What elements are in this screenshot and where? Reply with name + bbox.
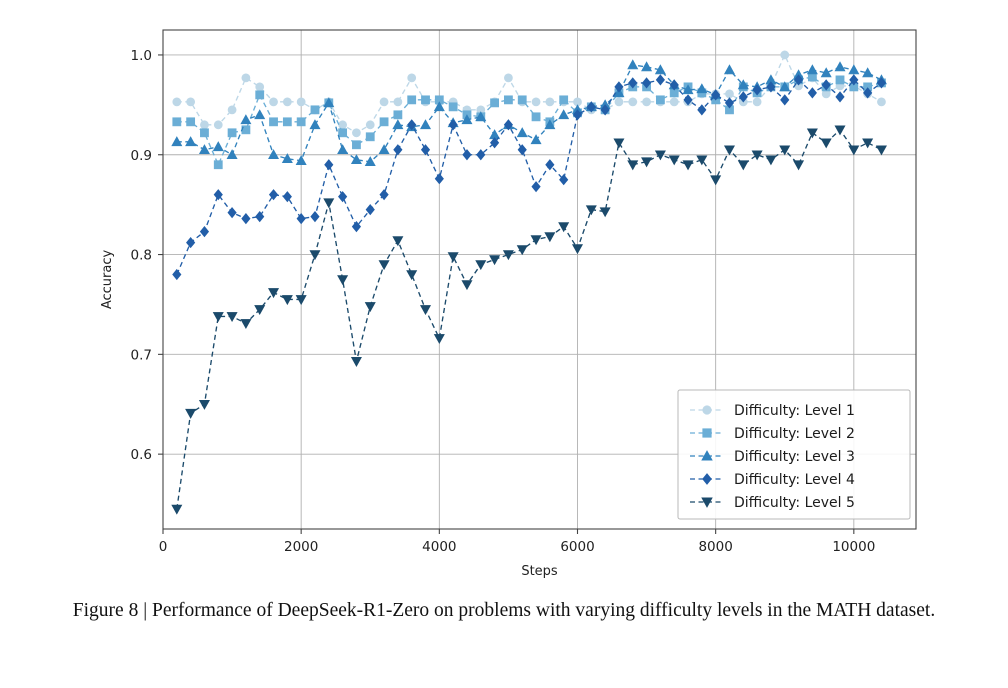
data-point-circle bbox=[283, 98, 291, 106]
x-tick-label: 2000 bbox=[283, 539, 319, 555]
data-point-square bbox=[214, 161, 222, 169]
data-point-square bbox=[518, 96, 526, 104]
x-axis-label: Steps bbox=[521, 564, 558, 579]
data-point-square bbox=[228, 129, 236, 137]
data-point-circle bbox=[877, 98, 885, 106]
data-point-square bbox=[173, 118, 181, 126]
y-tick-label: 0.8 bbox=[130, 247, 152, 264]
data-point-square bbox=[256, 91, 264, 99]
x-tick-label: 0 bbox=[158, 539, 168, 555]
data-point-circle bbox=[703, 406, 712, 415]
figure-caption: Figure 8 | Performance of DeepSeek-R1-Zero on problems with varying difficulty levels in the MATH dataset. bbox=[72, 600, 936, 621]
data-point-square bbox=[394, 111, 402, 119]
chart-legend bbox=[678, 390, 910, 519]
data-point-circle bbox=[642, 98, 650, 106]
data-point-circle bbox=[670, 98, 678, 106]
y-tick-label: 1.0 bbox=[130, 47, 152, 64]
data-point-square bbox=[269, 118, 277, 126]
data-point-square bbox=[297, 118, 305, 126]
data-point-circle bbox=[297, 98, 305, 106]
data-point-circle bbox=[781, 51, 789, 59]
data-point-circle bbox=[532, 98, 540, 106]
data-point-circle bbox=[200, 121, 208, 129]
data-point-square bbox=[421, 96, 429, 104]
data-point-circle bbox=[173, 98, 181, 106]
data-point-square bbox=[532, 113, 540, 121]
data-point-circle bbox=[214, 121, 222, 129]
y-axis-label: Accuracy bbox=[100, 249, 115, 310]
y-tick-label: 0.7 bbox=[130, 347, 152, 364]
legend-label-5: Difficulty: Level 5 bbox=[734, 495, 855, 511]
legend-label-2: Difficulty: Level 2 bbox=[734, 426, 855, 442]
data-point-circle bbox=[725, 90, 733, 98]
data-point-square bbox=[352, 141, 360, 149]
data-point-circle bbox=[228, 106, 236, 114]
y-tick-label: 0.6 bbox=[130, 447, 152, 464]
data-point-circle bbox=[256, 83, 264, 91]
data-point-circle bbox=[394, 98, 402, 106]
data-point-square bbox=[311, 106, 319, 114]
data-point-circle bbox=[629, 98, 637, 106]
legend-label-1: Difficulty: Level 1 bbox=[734, 403, 855, 419]
data-point-square bbox=[490, 99, 498, 107]
data-point-square bbox=[187, 118, 195, 126]
data-point-circle bbox=[546, 98, 554, 106]
data-point-circle bbox=[753, 98, 761, 106]
data-point-square bbox=[656, 96, 664, 104]
data-point-square bbox=[366, 133, 374, 141]
x-tick-label: 6000 bbox=[560, 539, 595, 555]
data-point-circle bbox=[408, 74, 416, 82]
data-point-square bbox=[703, 429, 712, 438]
x-tick-label: 8000 bbox=[698, 539, 733, 555]
data-point-circle bbox=[352, 129, 360, 137]
legend-label-4: Difficulty: Level 4 bbox=[734, 472, 855, 488]
data-point-square bbox=[504, 96, 512, 104]
data-point-circle bbox=[366, 121, 374, 129]
x-tick-label: 10000 bbox=[832, 539, 876, 555]
legend-label-3: Difficulty: Level 3 bbox=[734, 449, 855, 465]
data-point-square bbox=[449, 103, 457, 111]
data-point-square bbox=[380, 118, 388, 126]
data-point-circle bbox=[187, 98, 195, 106]
x-tick-label: 4000 bbox=[422, 539, 457, 555]
data-point-square bbox=[408, 96, 416, 104]
data-point-square bbox=[560, 96, 568, 104]
data-point-square bbox=[283, 118, 291, 126]
data-point-circle bbox=[339, 121, 347, 129]
data-point-circle bbox=[242, 74, 250, 82]
data-point-square bbox=[200, 129, 208, 137]
y-tick-label: 0.9 bbox=[130, 147, 152, 164]
data-point-circle bbox=[615, 98, 623, 106]
data-point-square bbox=[836, 76, 844, 84]
data-point-circle bbox=[380, 98, 388, 106]
data-point-square bbox=[339, 129, 347, 137]
data-point-circle bbox=[504, 74, 512, 82]
data-point-circle bbox=[269, 98, 277, 106]
